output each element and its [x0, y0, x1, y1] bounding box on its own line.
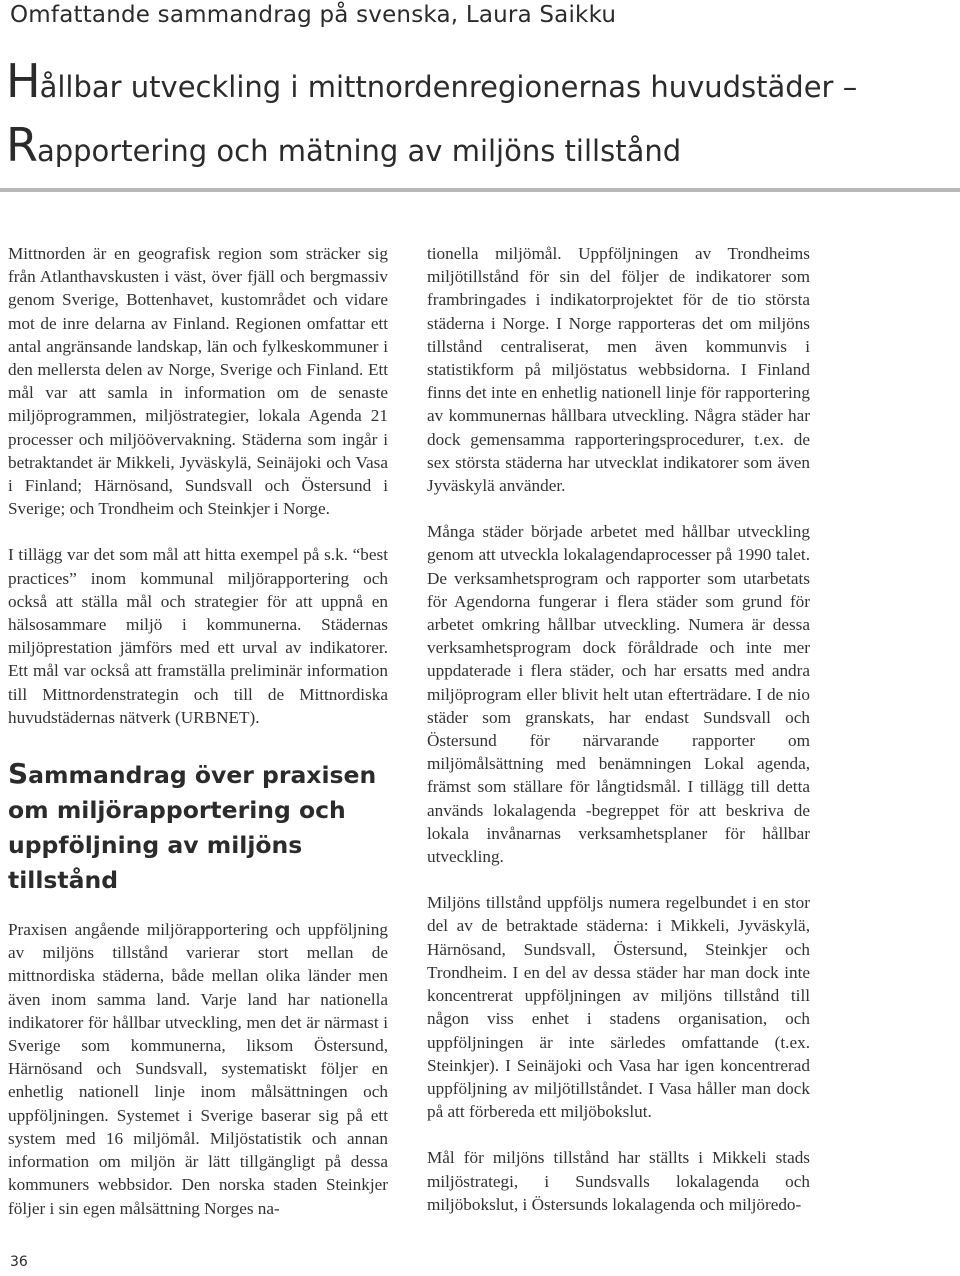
right-column — [427, 242, 810, 1239]
body-paragraph: Praxisen angående miljörapportering och uppföljning av miljöns tillstånd varierar stort mellan de mittnordiska städerna, både mellan olika länder men även inom samma land. Varje land har nationella indikatorer för hållbar utveckling, men det är närmast i Sverige som kommunerna, liksom Östersund, Härnösand och Sundsvall, systematiskt följer en enhetlig nationell linje inom målsättningen och uppföljningen. Systemet i Sverige baserar sig på ett system med 16 miljömål. Miljöstatistik och annan information om miljön är lätt tillgängligt på dessa kommuners webbsidor. Den norska staden Steinkjer följer i sin egen målsättning Norges na- — [8, 920, 388, 1218]
page-number: 36 — [10, 1254, 28, 1270]
body-paragraph: Mittnorden är en geografisk region som sträcker sig från Atlanthavskusten i väst, över fjäll och bergmassiv genom Sverige, Bottenhavet, kustområdet och vidare mot de inre delarna av Finland. Regionen omfattar ett antal angränsande landskap, län och fylkeskommuner i den mellersta delen av Norge, Sverige och Finland. Ett mål var att samla in information om de senaste miljöprogrammen, miljöstrategier, lokala Agenda 21 processer och miljöövervakning. Städerna som ingår i betraktandet är Mikkeli, Jyväskylä, Seinäjoki och Vasa i Finland; Härnösand, Sundsvall och Östersund i Sverige; och Trondheim och Steinkjer i Norge. — [8, 244, 388, 519]
title-drop-cap-2: R — [6, 118, 37, 172]
section-heading — [8, 756, 388, 898]
page-title-line-1 — [6, 54, 858, 108]
section-heading-drop-cap: S — [8, 757, 29, 791]
title-text-2: apportering och mätning av miljöns tillstånd — [36, 134, 682, 168]
document-kicker: Omfattande sammandrag på svenska, Laura Saikku — [10, 2, 617, 28]
body-paragraph: Mål för miljöns tillstånd har ställts i Mikkeli stads miljöstrategi, i Sundsvalls lokalagenda och miljöbokslut, i Östersunds lokalagenda och miljöredo- — [427, 1148, 810, 1214]
title-drop-cap-1: H — [6, 54, 40, 108]
section-heading-line-2: om miljörapportering och — [8, 796, 346, 825]
page-title-line-2 — [6, 118, 682, 172]
body-paragraph: Miljöns tillstånd uppföljs numera regelbundet i en stor del av de betraktade städerna: i Mikkeli, Jyväskylä, Härnösand, Sundsvall, Östersund, Steinkjer och Trondheim. I en del av dessa städer har man dock inte koncentrerat uppföljningen av miljöns tillstånd till någon viss enhet i stadens organisation, och uppföljningen är inte särledes omfattande (t.ex. Steinkjer). I Seinäjoki och Vasa har igen koncentrerad uppföljning av miljötillståndet. I Vasa håller man dock på att förbereda ett miljöbokslut. — [427, 893, 810, 1122]
section-heading-line-3: uppföljning av miljöns tillstånd — [8, 831, 303, 895]
title-text-1: ållbar utveckling i mittnordenregionernas huvudstäder – — [39, 70, 858, 104]
section-heading-text-1: ammandrag över praxisen — [28, 761, 377, 790]
body-paragraph: I tillägg var det som mål att hitta exempel på s.k. “best practices” inom kommunal miljörapportering och också att ställa mål och strategier för att uppnå en hälsosammare miljö i kommunerna. Städernas miljöprestation jämförs med ett urval av indikatorer. Ett mål var också att framställa preliminär information till Mittnordenstrategin och till de Mittnordiska huvudstädernas nätverk (URBNET). — [8, 545, 388, 727]
body-paragraph: tionella miljömål. Uppföljningen av Trondheims miljötillstånd för sin del följer de indikatorer som frambringades i indikatorprojektet för de tio största städerna i Norge. I Norge rapporteras det om miljöns tillstånd centraliserat, men även kommunvis i statistikform på miljöstatus webbsidorna. I Finland finns det inte en enhetlig nationell linje för rapportering av kommunernas hållbara utveckling. Några städer har dock gemensamma rapporteringsprocedurer, t.ex. de sex största städerna har utvecklat indikatorer som även Jyväskylä använder. — [427, 244, 810, 496]
body-paragraph: Många städer började arbetet med hållbar utveckling genom att utveckla lokalagendaprocesser på 1990 talet. De verksamhetsprogram och rapporter som utarbetats för Agendorna fungerar i flera städer som grund för arbetet omkring hållbar utveckling. Numera är dessa verksamhetsprogram dock föråldrade och inte mer uppdaterade i flera städer, och har ersatts med andra miljöprogram eller blivit helt utan efterträdare. I de nio städer som granskats, har endast Sundsvall och Östersund för närvarande rapporter om miljömålsättning med benämningen Lokal agenda, främst som ställare för långtidsmål. I tillägg till detta används lokalagenda -begreppet för att beskriva de lokala invånarnas verksamhetsplaner för hållbar utveckling. — [427, 522, 810, 867]
left-column — [8, 242, 388, 1243]
header-divider — [0, 188, 960, 192]
section-heading-line-1 — [8, 756, 388, 793]
